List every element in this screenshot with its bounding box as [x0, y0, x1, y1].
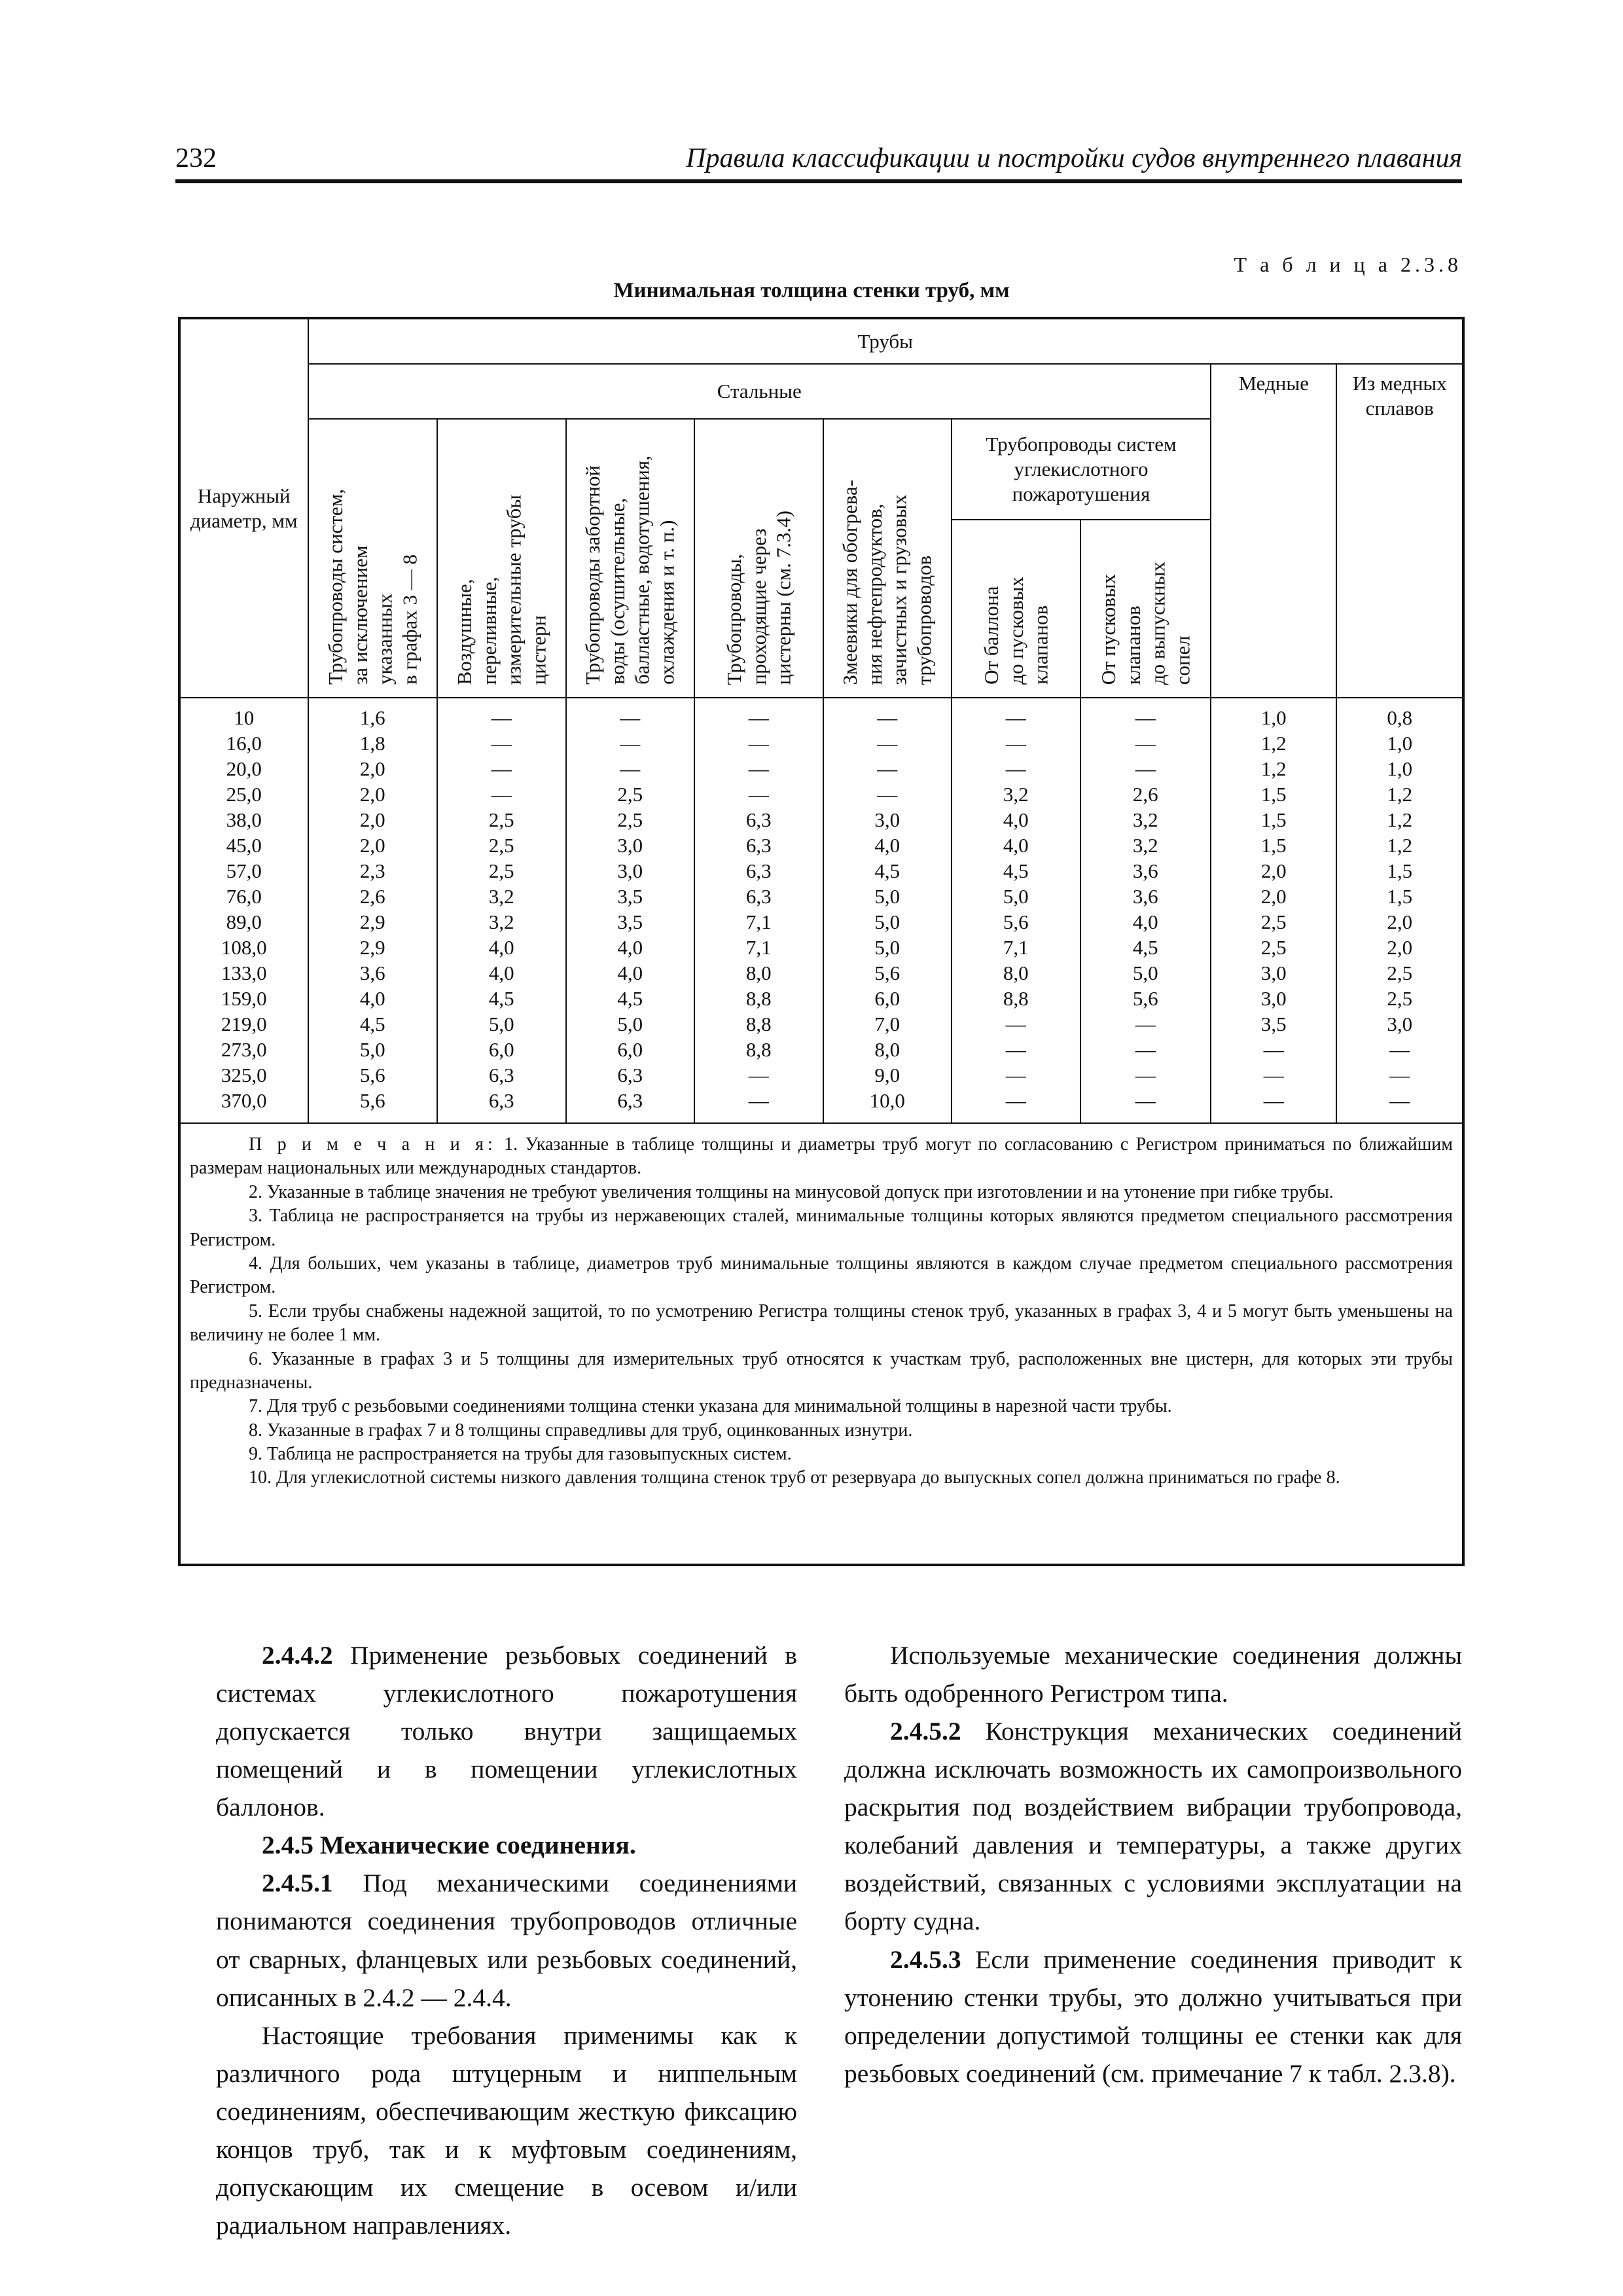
thickness-cell: 10,0	[823, 1088, 952, 1123]
header-pipes: Трубы	[308, 318, 1464, 364]
thickness-cell: 8,8	[694, 1037, 823, 1062]
thickness-cell: 1,5	[1336, 884, 1463, 909]
thickness-cell: —	[1336, 1037, 1463, 1062]
table-row	[179, 986, 1463, 1011]
paragraph-2-4-5-3	[844, 1941, 1462, 2092]
thickness-cell: 8,0	[694, 960, 823, 986]
thickness-cell: —	[952, 1062, 1080, 1088]
table-row	[179, 960, 1463, 986]
header-col-6-text: От баллона до пусковых клапанов	[979, 577, 1052, 685]
table-row	[179, 730, 1463, 756]
thickness-cell: 3,0	[566, 833, 695, 858]
thickness-cell: 4,5	[566, 986, 695, 1011]
thickness-cell: 5,0	[437, 1011, 566, 1037]
diameter-cell: 25,0	[179, 781, 308, 807]
paragraph-number: 2.4.5.3	[890, 1945, 961, 1974]
note-8: 8. Указанные в графах 7 и 8 толщины справедливы для труб, оцинкованных изнутри.	[249, 1420, 913, 1441]
thickness-cell: 3,0	[1336, 1011, 1463, 1037]
thickness-cell: —	[694, 698, 823, 730]
thickness-cell: 7,1	[952, 935, 1080, 960]
paragraph-2-4-5-1	[216, 1864, 797, 2016]
thickness-cell: 3,5	[566, 909, 695, 935]
thickness-cell: 1,5	[1211, 807, 1336, 833]
table-row	[179, 1062, 1463, 1088]
diameter-cell: 108,0	[179, 935, 308, 960]
thickness-cell: 6,0	[437, 1037, 566, 1062]
table-body	[179, 698, 1463, 1123]
thickness-cell: —	[952, 1088, 1080, 1123]
thickness-cell: —	[823, 698, 952, 730]
thickness-cell: —	[952, 1037, 1080, 1062]
thickness-cell: 3,0	[823, 807, 952, 833]
table-row	[179, 1088, 1463, 1123]
thickness-cell: 2,5	[437, 807, 566, 833]
thickness-cell: —	[1080, 698, 1211, 730]
diameter-cell: 273,0	[179, 1037, 308, 1062]
table-label: Т а б л и ц а 2.3.8	[1234, 253, 1462, 276]
diameter-cell: 370,0	[179, 1088, 308, 1123]
table-row	[179, 1037, 1463, 1062]
thickness-cell: —	[566, 756, 695, 781]
header-col-5	[823, 419, 952, 698]
thickness-cell: 3,2	[437, 909, 566, 935]
diameter-cell: 159,0	[179, 986, 308, 1011]
thickness-cell: 5,6	[823, 960, 952, 986]
thickness-cell: 6,3	[694, 884, 823, 909]
table-row	[179, 833, 1463, 858]
table-title: Минимальная толщина стенки труб, мм	[613, 279, 1010, 302]
thickness-cell: 2,0	[308, 833, 438, 858]
thickness-cell: 1,2	[1211, 730, 1336, 756]
note-5: 5. Если трубы снабжены надежной защитой, то по усмотрению Регистра толщины стенок труб, указанных в графах 3, 4 и 5 могут быть уменьшены на величину не более 1 мм.	[190, 1300, 1453, 1346]
thickness-cell: 2,0	[1336, 909, 1463, 935]
paragraph-approval: Используемые механические соединения должны быть одобренного Регистром типа.	[844, 1641, 1462, 1708]
thickness-cell: 3,6	[308, 960, 438, 986]
paragraph-text: Под механическими соединениями понимаются соединения трубопроводов отличные от сварных, фланцевых или резьбовых соединений, описанных в 2.4.2 — 2.4.4.	[216, 1869, 798, 2012]
note-9: 9. Таблица не распространяется на трубы для газовыпускных систем.	[249, 1444, 792, 1465]
thickness-cell: 4,0	[952, 807, 1080, 833]
paragraph-2-4-4-2	[216, 1636, 797, 1826]
thickness-cell: 1,2	[1336, 781, 1463, 807]
thickness-cell: —	[1080, 756, 1211, 781]
header-col-5-text: Змеевики для обогрева- ния нефтепродуктов, зачистных и грузовых трубопроводов	[838, 479, 936, 685]
header-col-4	[694, 419, 823, 698]
thickness-cell: 3,2	[1080, 833, 1211, 858]
thickness-cell: 3,0	[1211, 960, 1336, 986]
thickness-cell: —	[437, 730, 566, 756]
thickness-cell: 1,6	[308, 698, 438, 730]
note-4: 4. Для больших, чем указаны в таблице, диаметров труб минимальные толщины являются в каждом случае предметом специального рассмотрения Регистром.	[190, 1253, 1453, 1298]
thickness-cell: —	[823, 730, 952, 756]
header-diameter: Наружный диаметр, мм	[179, 318, 308, 698]
thickness-cell: 3,5	[1211, 1011, 1336, 1037]
thickness-cell: —	[1080, 730, 1211, 756]
thickness-cell: 6,3	[437, 1062, 566, 1088]
thickness-cell: 6,3	[694, 833, 823, 858]
table-row	[179, 884, 1463, 909]
thickness-cell: —	[694, 1088, 823, 1123]
thickness-cell: 2,5	[1211, 935, 1336, 960]
thickness-cell: 2,0	[308, 781, 438, 807]
diameter-cell: 10	[179, 698, 308, 730]
diameter-cell: 89,0	[179, 909, 308, 935]
thickness-cell: 2,6	[308, 884, 438, 909]
thickness-cell: 1,8	[308, 730, 438, 756]
thickness-cell: —	[1336, 1062, 1463, 1088]
thickness-cell: 2,0	[308, 807, 438, 833]
thickness-cell: 2,5	[437, 833, 566, 858]
note-10: 10. Для углекислотной системы низкого давления толщина стенок труб от резервуара до выпускных сопел должна приниматься по графе 8.	[249, 1467, 1340, 1488]
table-row	[179, 698, 1463, 730]
table-row	[179, 756, 1463, 781]
page-header	[175, 143, 1462, 183]
section-heading: 2.4.5 Механические соединения.	[262, 1831, 636, 1860]
thickness-cell: 4,0	[952, 833, 1080, 858]
header-col-1-text: Трубопроводы систем, за исключением указанных в графах 3 — 8	[323, 489, 421, 685]
thickness-cell: 1,5	[1336, 858, 1463, 884]
thickness-cell: 2,0	[1211, 884, 1336, 909]
thickness-cell: 4,0	[823, 833, 952, 858]
header-copper-alloys: Из медных сплавов	[1336, 364, 1463, 698]
thickness-cell: 2,5	[1211, 909, 1336, 935]
thickness-cell: 6,3	[566, 1062, 695, 1088]
thickness-cell: 1,2	[1336, 807, 1463, 833]
thickness-cell: 1,2	[1336, 833, 1463, 858]
thickness-cell: 4,0	[308, 986, 438, 1011]
thickness-cell: —	[1211, 1037, 1336, 1062]
thickness-cell: 6,0	[566, 1037, 695, 1062]
paragraph-text: Если применение соединения приводит к утонению стенки трубы, это должно учитываться при определении допустимой толщины ее стенки как для резьбовых соединений (см. примечание 7 к табл. 2.3.8).	[844, 1945, 1463, 2088]
table-row	[179, 781, 1463, 807]
header-col-7	[1080, 520, 1211, 698]
thickness-cell: 4,0	[1080, 909, 1211, 935]
thickness-cell: 6,0	[823, 986, 952, 1011]
thickness-cell: —	[1080, 1088, 1211, 1123]
paragraph-text: Конструкция механических соединений должна исключать возможность их самопроизвольного раскрытия под воздействием вибрации трубопровода, колебаний давления и температуры, а также других воздействий, связанных с условиями эксплуатации на борту судна.	[844, 1717, 1463, 1936]
thickness-cell: —	[566, 730, 695, 756]
thickness-cell: —	[1211, 1062, 1336, 1088]
thickness-cell: —	[952, 756, 1080, 781]
paragraph-number: 2.4.5.2	[890, 1717, 961, 1746]
header-copper: Медные	[1211, 364, 1336, 698]
diameter-cell: 38,0	[179, 807, 308, 833]
thickness-cell: 3,6	[1080, 858, 1211, 884]
header-col-1	[308, 419, 438, 698]
thickness-cell: 8,8	[694, 986, 823, 1011]
thickness-cell: 2,3	[308, 858, 438, 884]
thickness-cell: 4,0	[437, 935, 566, 960]
header-col-2-text: Воздушные, переливные, измерительные трубы цистерн	[452, 494, 550, 685]
thickness-cell: —	[437, 756, 566, 781]
paragraph-text: Применение резьбовых соединений в системах углекислотного пожаротушения допускается только внутри защищаемых помещений и в помещении углекислотных баллонов.	[216, 1641, 798, 1822]
thickness-cell: 2,9	[308, 909, 438, 935]
thickness-cell: —	[1211, 1088, 1336, 1123]
header-col-3-text: Трубопроводы забортной воды (осушительные, балластные, водотушения, охлаждения и т. п.)	[581, 456, 679, 685]
paragraph-scope: Настоящие требования применимы как к различного рода штуцерным и ниппельным соединениям, обеспечивающим жесткую фиксацию концов труб, так и к муфтовым соединениям, допускающим их смещение в осевом и/или радиальном направлениях.	[216, 2020, 797, 2240]
diameter-cell: 133,0	[179, 960, 308, 986]
thickness-cell: —	[952, 698, 1080, 730]
thickness-cell: 7,0	[823, 1011, 952, 1037]
thickness-cell: 5,0	[566, 1011, 695, 1037]
right-column	[844, 1636, 1462, 2092]
running-title: Правила классификации и постройки судов внутреннего плавания	[686, 143, 1462, 173]
diameter-cell: 20,0	[179, 756, 308, 781]
thickness-cell: 5,6	[1080, 986, 1211, 1011]
thickness-cell: 3,5	[566, 884, 695, 909]
thickness-cell: 3,0	[1211, 986, 1336, 1011]
thickness-cell: —	[1336, 1088, 1463, 1123]
thickness-cell: 6,3	[694, 858, 823, 884]
note-3: 3. Таблица не распространяется на трубы из нержавеющих сталей, минимальные толщины которых являются предметом специального рассмотрения Регистром.	[190, 1206, 1453, 1250]
thickness-cell: 7,1	[694, 935, 823, 960]
thickness-cell: 4,5	[1080, 935, 1211, 960]
thickness-cell: 0,8	[1336, 698, 1463, 730]
thickness-cell: 9,0	[823, 1062, 952, 1088]
thickness-cell: 1,0	[1211, 698, 1336, 730]
thickness-cell: 2,0	[1211, 858, 1336, 884]
thickness-cell: 8,8	[952, 986, 1080, 1011]
header-col-6	[952, 520, 1080, 698]
thickness-cell: —	[1080, 1062, 1211, 1088]
thickness-cell: 5,0	[308, 1037, 438, 1062]
table-row	[179, 909, 1463, 935]
header-col-7-text: От пусковых клапанов до выпускных сопел	[1096, 561, 1194, 685]
thickness-cell: —	[694, 730, 823, 756]
thickness-cell: 1,5	[1211, 833, 1336, 858]
diameter-cell: 76,0	[179, 884, 308, 909]
thickness-cell: 2,5	[437, 858, 566, 884]
thickness-cell: 5,6	[952, 909, 1080, 935]
thickness-cell: 1,5	[1211, 781, 1336, 807]
thickness-cell: —	[1080, 1037, 1211, 1062]
header-col-3	[566, 419, 695, 698]
thickness-cell: 8,0	[823, 1037, 952, 1062]
thickness-cell: 4,5	[823, 858, 952, 884]
thickness-cell: 2,0	[308, 756, 438, 781]
diameter-cell: 219,0	[179, 1011, 308, 1037]
header-col-4-text: Трубопроводы, проходящие через цистерны (см. 7.3.4)	[722, 510, 795, 685]
paragraph-2-4-5-2	[844, 1712, 1462, 1940]
paragraph-number: 2.4.4.2	[262, 1641, 333, 1670]
thickness-cell: 6,3	[694, 807, 823, 833]
thickness-cell: 4,0	[437, 960, 566, 986]
thickness-cell: 4,5	[437, 986, 566, 1011]
thickness-cell: —	[694, 781, 823, 807]
thickness-cell: 1,0	[1336, 756, 1463, 781]
table-row	[179, 807, 1463, 833]
thickness-cell: —	[694, 1062, 823, 1088]
thickness-cell: 1,2	[1211, 756, 1336, 781]
thickness-cell: 2,6	[1080, 781, 1211, 807]
thickness-cell: 3,6	[1080, 884, 1211, 909]
thickness-cell: 7,1	[694, 909, 823, 935]
thickness-cell: 3,2	[437, 884, 566, 909]
thickness-cell: 5,0	[952, 884, 1080, 909]
diameter-cell: 325,0	[179, 1062, 308, 1088]
thickness-cell: 3,0	[566, 858, 695, 884]
thickness-cell: 2,5	[1336, 986, 1463, 1011]
note-1-text: 1. Указанные в таблице толщины и диаметры труб могут по согласованию с Регистром приниматься по ближайшим размерам национальных или международных стандартов.	[190, 1134, 1453, 1179]
thickness-cell: 6,3	[566, 1088, 695, 1123]
thickness-cell: 4,0	[566, 960, 695, 986]
thickness-cell: 5,0	[823, 909, 952, 935]
thickness-cell: 2,5	[566, 781, 695, 807]
thickness-cell: —	[1080, 1011, 1211, 1037]
thickness-cell: 5,6	[308, 1088, 438, 1123]
notes-label: П р и м е ч а н и я:	[249, 1134, 497, 1155]
thickness-cell: 2,0	[1336, 935, 1463, 960]
diameter-cell: 57,0	[179, 858, 308, 884]
table-notes	[179, 1123, 1463, 1565]
thickness-cell: 4,5	[952, 858, 1080, 884]
thickness-cell: —	[694, 756, 823, 781]
diameter-cell: 45,0	[179, 833, 308, 858]
thickness-cell: 5,0	[823, 935, 952, 960]
thickness-cell: 5,0	[823, 884, 952, 909]
thickness-cell: —	[823, 781, 952, 807]
note-1	[190, 1133, 1453, 1181]
thickness-cell: 8,8	[694, 1011, 823, 1037]
thickness-cell: 1,0	[1336, 730, 1463, 756]
thickness-cell: —	[437, 698, 566, 730]
thickness-cell: —	[952, 1011, 1080, 1037]
thickness-cell: 8,0	[952, 960, 1080, 986]
table-row	[179, 935, 1463, 960]
note-6: 6. Указанные в графах 3 и 5 толщины для измерительных труб относятся к участкам труб, расположенных вне цистерн, для которых эти трубы предназначены.	[190, 1348, 1453, 1393]
thickness-cell: —	[952, 730, 1080, 756]
thickness-cell: 3,2	[952, 781, 1080, 807]
thickness-cell: 2,5	[1336, 960, 1463, 986]
note-2: 2. Указанные в таблице значения не требуют увеличения толщины на минусовой допуск при изготовлении и на утонение при гибке трубы.	[249, 1181, 1334, 1202]
thickness-cell: 4,5	[308, 1011, 438, 1037]
note-7: 7. Для труб с резьбовыми соединениями толщина стенки указана для минимальной толщины в нарезной части трубы.	[249, 1396, 1172, 1417]
thickness-cell: —	[566, 698, 695, 730]
page-number: 232	[175, 143, 217, 173]
table-row	[179, 858, 1463, 884]
thickness-cell: 2,5	[566, 807, 695, 833]
thickness-cell: 5,6	[308, 1062, 438, 1088]
header-steel: Стальные	[308, 364, 1211, 419]
thickness-cell: 5,0	[1080, 960, 1211, 986]
thickness-cell: 4,0	[566, 935, 695, 960]
diameter-cell: 16,0	[179, 730, 308, 756]
thickness-cell: —	[437, 781, 566, 807]
paragraph-number: 2.4.5.1	[262, 1869, 333, 1898]
thickness-cell: 3,2	[1080, 807, 1211, 833]
pipe-thickness-table	[178, 317, 1465, 1566]
thickness-cell: —	[823, 756, 952, 781]
header-co2-group: Трубопроводы систем углекислотного пожаротушения	[952, 419, 1211, 520]
thickness-cell: 2,9	[308, 935, 438, 960]
header-col-2	[437, 419, 566, 698]
left-column	[216, 1636, 797, 2244]
thickness-cell: 6,3	[437, 1088, 566, 1123]
table-row	[179, 1011, 1463, 1037]
